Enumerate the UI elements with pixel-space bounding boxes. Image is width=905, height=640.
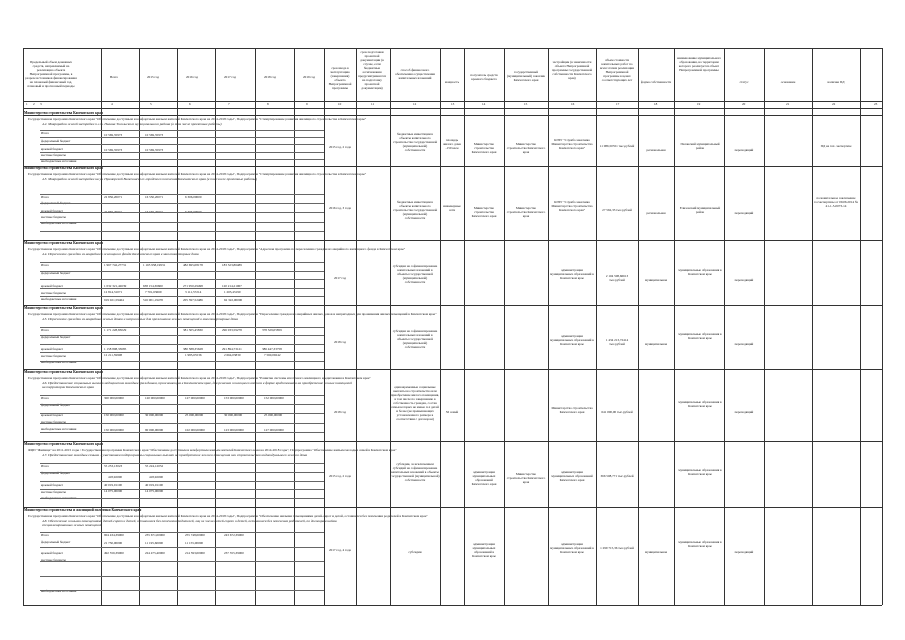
value: 10 569,35973 (104, 148, 123, 152)
value: 255 748,00000 (185, 533, 205, 537)
value: 1 203,43190 (224, 290, 241, 294)
cost: 2 104 508,66613 тыс.рублей (605, 274, 629, 282)
deadline: 2018 год (334, 340, 346, 344)
colnum: 20 (742, 102, 746, 106)
value: 10 569,35973 (145, 148, 164, 152)
grid-vline (860, 48, 861, 605)
item-title: 4.2. Микрорайон жилой застройки п.г.т. Палана Тигильского муниципального района (в том числе проектные работы) (42, 122, 222, 126)
value: 3 111,57214 (185, 290, 202, 294)
colnum: 14 (482, 102, 486, 106)
grid-hline (23, 305, 882, 306)
colnum: 9 (306, 102, 308, 106)
colnum: 8 (267, 102, 269, 106)
status: переходящий (734, 148, 754, 152)
row-label: федеральный бюджет (41, 271, 71, 275)
value: 153 000,00000 (224, 396, 244, 400)
grid-hline (23, 101, 882, 102)
ministry-band: Министерство строительства Камчатского края (24, 111, 103, 115)
method: субсидии, за исключением субсидий на софинансирование капитальных вложений в объекты государственной (муниципальной) собственности (390, 462, 440, 482)
header-ownership: форма собственности (640, 80, 672, 84)
municipality: муниципальные образования в Камчатском крае (678, 400, 722, 408)
colnum: 22 (832, 102, 836, 106)
value: 10 569,35973 (104, 133, 123, 137)
recipient: Министерство строительства Камчатского края (471, 142, 497, 154)
row-label: местные бюджеты (41, 558, 66, 562)
row-label: местные бюджеты (41, 291, 66, 295)
colnum: 16 (571, 102, 575, 106)
grid-subline (40, 327, 324, 328)
row-label: краевой бюджет (41, 347, 63, 351)
municipality: Паланский муниципальный район (680, 142, 720, 150)
value: 40 019,01100 (145, 483, 164, 487)
value: 482 695,08178 (183, 263, 203, 267)
cost: 641 000,00 тыс.рублей (601, 410, 633, 414)
header-col1: Предельный объем денежных средств, направляемый на реализацию объекта Непрограммной программы, в разрезе источников финансирования на плановый финансовый год, плановый и прогнозный периоды (25, 60, 77, 88)
grid-hline (23, 240, 882, 241)
value: 183 323,86489 (222, 263, 242, 267)
item-title: 4.3. Микрорайон жилой застройки на ул. Приморской Вилючинского городского поселения Камчатского края (в том числе проектные работы) (42, 177, 258, 181)
recipient: Министерство строительства Камчатского края (471, 206, 497, 218)
colnum: 4 (111, 102, 113, 106)
colnum: 23 (874, 102, 878, 106)
grid-hline (23, 369, 882, 370)
ownership: муниципальная (645, 278, 667, 282)
row-label: внебюджетные источники (41, 221, 77, 225)
municipality: Елизовский муниципальный район (679, 206, 721, 214)
value: 21 750,00000 (104, 541, 123, 545)
value: 62 322,00000 (224, 298, 243, 302)
pd: положительное заключение госэкспертизы от 09.06.2014 № 41-1-5-0073-14 (814, 196, 858, 208)
row-label: внебюджетные источники (41, 589, 77, 593)
value: 11 195,60000 (145, 541, 164, 545)
cost: 11 086,50551 тыс.рублей (599, 144, 635, 148)
municipality: муниципальные образования в Камчатском крае (678, 268, 722, 276)
value: 55 224,12052 (145, 464, 164, 468)
header-recipient: получатель средств краевого бюджета (470, 73, 498, 81)
header-basis: основание (780, 80, 796, 84)
item-title: 4.8. Обеспечение жилыми помещениями детей-сирот и детей, оставшихся без попечения родителей, лиц из числа детей-сирот и детей, оставшихся без попечения родителей, по договорам найма специализированных жилых помещений (42, 519, 337, 528)
value: 243 672,39000 (224, 533, 244, 537)
row-label: федеральный бюджет (41, 139, 71, 143)
value: 1 985,65536 (185, 353, 202, 357)
grid-subline (40, 547, 324, 548)
value: 1 032 321,42639 (104, 284, 127, 288)
colnum: 7 (228, 102, 230, 106)
method: субсидии (408, 550, 422, 554)
grid-vline (548, 48, 549, 605)
grid-subline (40, 130, 324, 131)
value: 296 033,59278 (222, 328, 242, 332)
recipient: администрации муниципальных образований Камчатского края (471, 470, 497, 486)
method: бюджетные инвестиции в объекты капитального строительства государственной (муниципальной) собственности (392, 200, 438, 220)
status: переходящий (734, 211, 754, 215)
grid-subline (40, 352, 324, 353)
program-line: Государственная программа Камчатского края "Обеспечение доступным и комфортным жильем жителей Камчатского края на 2014-2018 годы", Подпрограмма "Стимулирование развития жилищного строительства в Камчатском крае" (28, 117, 367, 121)
row-label: краевой бюджет (41, 147, 63, 151)
deadline: 2017 год (334, 276, 346, 280)
ministry-band: Министерство строительства Камчатского края (24, 166, 103, 170)
grid-subline (40, 271, 324, 272)
recipient: администрации муниципальных образований в Камчатском крае (472, 542, 496, 558)
municipality: муниципальные образования в Камчатском крае (678, 332, 722, 340)
item-title: 4.4. Переселение граждан из аварийного жилищного фонда Камчатского края в многоквартирные дома (42, 252, 199, 256)
grid-vline (464, 48, 465, 605)
row-label: Итого (41, 396, 50, 400)
grid-subline (40, 279, 324, 280)
grid-subline (40, 498, 324, 499)
cost: 1 299 715,36 тыс.рублей (600, 546, 634, 550)
row-label: краевой бюджет (41, 413, 63, 417)
grid-subline (40, 144, 324, 145)
colnum: 13 (451, 102, 455, 106)
header-cost: объем стоимости капитальных работ по всем этапам реализации Непрограммной программы в ценах соответствующих лет (600, 58, 634, 82)
grid-hline (23, 605, 882, 606)
header-deadline: срок ввода в эксплуатацию (завершения) объекта Непрограммной программы (328, 66, 352, 90)
row-label: местные бюджеты (41, 420, 66, 424)
value: 205 397,52486 (183, 298, 203, 302)
colnum: 17 (616, 102, 620, 106)
row-label: федеральный бюджет (41, 471, 71, 475)
colnum: 2 (33, 102, 35, 106)
deadline: 2015 год, 2 года (328, 145, 351, 149)
customer: Министерство строительства Камчатского края (506, 206, 546, 218)
row-label: федеральный бюджет (41, 335, 71, 339)
grid-vline (674, 48, 675, 605)
value: 12 814,31071 (104, 290, 123, 294)
program-line: Государственная программа Камчатского края "Обеспечение доступным и комфортным жильем жителей Камчатского края на 2014-2018 годы", Подпрограмма "Адресная программа по переселению граждан из аварийного жилищного фонда в Камчатском крае" (28, 247, 406, 251)
colnum: 18 (654, 102, 658, 106)
grid-subline (40, 152, 324, 153)
method: бюджетные инвестиции в объекты капитального строительства государственной (муниципальной) собственности (392, 132, 438, 152)
row-label: федеральный бюджет (41, 540, 71, 544)
grid-subline (40, 590, 324, 591)
grid-subline (40, 203, 324, 204)
header-total: Всего (109, 75, 119, 79)
method: единовременные социальные выплаты на строительство или приобретение жилого помещения, в том числе по завершению в собственность граждан, состав семьи которых не менее 4-х детей и более (не превышающих установленного размера в соответствии с договором) (390, 385, 440, 421)
grid-vline (324, 48, 325, 605)
header-method: способ финансового обеспечения осуществления капитальных вложений (395, 68, 435, 80)
grid-subline (40, 395, 324, 396)
item-title: 4.6. Предоставление социальных выплат медицинским молодым гражданам, проживающим в Камчатском крае, для решения жилищного вопроса в форме кредитования на приобретение жилых помещений на территории Камчатского края (42, 381, 352, 390)
header-2017: 2017 год (224, 75, 236, 79)
pd: ПД на тех. экспертизе (820, 144, 852, 148)
row-label: краевой бюджет (41, 551, 63, 555)
ownership: региональная (646, 148, 666, 152)
grid-subline (40, 222, 324, 223)
grid-subline (40, 413, 324, 414)
developer: КГБУ "Служба заказчика Министерства строительства Камчатского края" (551, 138, 593, 150)
header-capacity: мощность (444, 80, 460, 84)
row-label: краевой бюджет (41, 209, 63, 213)
value: 1 967 742,27731 (104, 263, 127, 267)
colnum: 12 (413, 102, 417, 106)
value: 1 158 808,33685 (104, 347, 127, 351)
header-municipality: наименование муниципального образования, на территории которого реализуется объект Непрограммной программы (676, 56, 722, 72)
ownership: муниципальная (645, 342, 667, 346)
header-2018: 2018 год (264, 75, 276, 79)
ministry-band: Министерство строительства Камчатского края (24, 306, 103, 310)
ministry-band: Министерство строительства и жилищной политики Камчатского края (24, 508, 142, 512)
program-line: Государственная программа Камчатского края "Обеспечение доступным и комфортным жильем жителей Камчатского края на 2014-2018 годы", Подпрограмма "Переселение граждан из аварийных жилых домов и непригодных для проживания жилых помещений в Камчатском крае" (28, 312, 437, 316)
row-label: Итого (41, 195, 50, 199)
program-line: Государственная программа Камчатского края "Обеспечение доступным и комфортным жильем жителей Камчатского края на 2014-2018 годы", Подпрограмма "Стимулирование развития жилищного строительства в Камчатском крае" (28, 172, 367, 176)
value: 152 000,00000 (264, 396, 284, 400)
deadline: 2015 год, 2 года (328, 474, 351, 478)
row-label: федеральный бюджет (41, 201, 71, 205)
deadline: 2017 год, 4 года (328, 548, 351, 552)
row-label: Итого (41, 533, 50, 537)
grid-hline (23, 507, 882, 508)
status: переходящий (734, 550, 754, 554)
value: 6 306,00000 (185, 210, 202, 214)
value: 150 000,00000 (104, 428, 124, 432)
value: 1 171 228,83029 (104, 328, 127, 332)
grid-hline (23, 441, 882, 442)
deadline: 2016 год, 3 года (328, 206, 351, 210)
grid-subline (40, 296, 324, 297)
value: 378 329,05859 (262, 328, 282, 332)
header-2016: 2016 год (186, 75, 198, 79)
value: 300 000,00000 (104, 396, 124, 400)
grid-vline (504, 48, 505, 605)
value: 16 550,20071 (145, 210, 164, 214)
grid-vline (882, 48, 883, 605)
grid-subline (40, 344, 324, 345)
grid-vline (638, 48, 639, 605)
grid-vline (23, 48, 24, 605)
value: 102 000,00000 (185, 428, 205, 432)
value: 123 000,00000 (224, 428, 244, 432)
row-label: федеральный бюджет (41, 403, 71, 407)
row-label: местные бюджеты (41, 354, 66, 358)
header-2019: 2019 год (303, 75, 315, 79)
grid-vline (440, 48, 441, 605)
value: 492 556,39000 (104, 551, 124, 555)
value: 6 306,00000 (185, 195, 202, 199)
value: 237 355,39000 (224, 551, 244, 555)
grid-vline (390, 48, 391, 605)
row-label: местные бюджеты (41, 215, 66, 219)
customer: Министерство строительства Камчатского края (506, 472, 546, 484)
value: 150 000,00000 (104, 413, 124, 417)
value: 25 000,00000 (185, 413, 204, 417)
value: 418,92000 (108, 475, 123, 479)
grid-subline (40, 231, 324, 232)
grid-subline (40, 489, 324, 490)
header-design: срок подготовки проектной документации (в случае, если бюджетные ассигнования предусматриваются на подготовку проектной документации) (358, 50, 386, 90)
value: 25 000,00000 (264, 413, 283, 417)
ministry-band: Министерство строительства Камчатского края (24, 241, 103, 245)
grid-subline (40, 532, 324, 533)
capacity: площадь жилого дома -150 кв.м (443, 138, 461, 150)
capacity: 56 семей (445, 410, 459, 414)
colnum: 5 (150, 102, 152, 106)
value: 10 569,35973 (145, 133, 164, 137)
row-label: Итого (41, 464, 50, 468)
deadline: 2018 год (334, 410, 346, 414)
grid-vline (764, 48, 765, 605)
row-label: внебюджетные источники (41, 297, 77, 301)
grid-subline (40, 194, 324, 195)
status: переходящий (734, 342, 754, 346)
ministry-band: Министерство строительства Камчатского края (24, 442, 103, 446)
value: 30 000,00000 (145, 413, 164, 417)
value: 14 075,00000 (145, 489, 164, 493)
value: 1 165 958,19931 (143, 263, 166, 267)
value: 380 588,35628 (183, 347, 203, 351)
municipality: муниципальные образования в Камчатском крае (678, 540, 722, 548)
header-customer: государственный (муниципальный) заказчик Камчатского края (506, 70, 545, 82)
program-line: Государственная программа Камчатского края "Обеспечение доступным и комфортным жильем жителей Камчатского края на 2014-2018 годы", Подпрограмма "Обеспечение жилыми помещениями детей-сирот и детей, оставшихся без попечения родителей в Камчатском крае" (28, 514, 428, 518)
value: 22 856,20071 (104, 195, 123, 199)
header-2015: 2015 год (147, 75, 159, 79)
developer: администрации муниципальных образований в Камчатском крае (550, 542, 594, 554)
row-label: краевой бюджет (41, 284, 63, 288)
capacity: инженерные сети (443, 204, 461, 212)
grid-hline (23, 166, 882, 167)
value: 2 664,03830 (224, 353, 241, 357)
developer: Министерство строительства Камчатского края (551, 406, 593, 414)
value: 127 000,00000 (264, 428, 284, 432)
value: 224 475,40000 (145, 551, 165, 555)
colnum: 10 (338, 102, 342, 106)
developer: администрации муниципальных образований в Камчатском крае (550, 268, 594, 280)
value: 381 305,45830 (183, 328, 203, 332)
value: 16 550,20071 (145, 195, 164, 199)
grid-subline (40, 481, 324, 482)
value: 638 154,36600 (143, 284, 163, 288)
row-label: краевой бюджет (41, 483, 63, 487)
value: 120 000,00000 (145, 396, 165, 400)
value: 919 021,59464 (104, 298, 124, 302)
value: 22 856,20071 (104, 210, 123, 214)
grid-vline (356, 48, 357, 605)
value: 386 447,33758 (262, 347, 282, 351)
grid-subline (40, 335, 324, 336)
grid-subline (40, 361, 324, 362)
grid-hline (23, 115, 882, 116)
developer: администрации муниципальных образований Камчатского края (551, 470, 593, 482)
value: 55 253,13023 (104, 464, 123, 468)
method: субсидии на софинансирование капитальных вложений в объекты государственной (муниципальной) собственности (392, 329, 438, 349)
value: 7 560,09242 (264, 353, 281, 357)
colnum: 21 (786, 102, 790, 106)
item-title: 4.5. Переселение граждан из аварийных жилых домов и непригодных для проживания жилых помещений в многоквартирные дома (42, 317, 239, 321)
program-line: ФЦП "Жилище" на 2011-2015 годы / Государственная программа Камчатского края "Обеспечение доступным и комфортным жильем жителей Камчатского края на 2014-2018 годы", Подпрограмма "Обеспечение жильем молодых семей в Камчатском крае" (28, 448, 397, 452)
row-label: Итого (41, 328, 50, 332)
ownership: муниципальная (645, 550, 667, 554)
row-label: внебюджетные источники (41, 427, 77, 431)
grid-vline (724, 48, 725, 605)
value: 90 000,00000 (145, 428, 164, 432)
colnum: 19 (697, 102, 701, 106)
value: 235 671,00000 (145, 533, 165, 537)
value: 120 214,21067 (222, 284, 242, 288)
status: переходящий (734, 278, 754, 282)
developer: КГБУ "Служба заказчика Министерства строительства Камчатского края" (551, 200, 593, 212)
value: 516 001,19478 (143, 298, 163, 302)
header-pd: наличие ПД (827, 80, 845, 84)
value: 11 155,00000 (185, 541, 204, 545)
grid-subline (40, 137, 324, 138)
grid-subline (40, 288, 324, 289)
status: переходящий (734, 410, 754, 414)
row-label: внебюджетные источники (41, 159, 77, 163)
colnum: 1 (26, 102, 28, 106)
colnum: 6 (189, 102, 191, 106)
value: 30 000,00000 (224, 413, 243, 417)
header-developer: застройщик (в зависимости объекта Непрограммной программы государственной собственности Камчатского края) (551, 60, 593, 80)
value: 904 434,39000 (104, 533, 124, 537)
grid-vline (812, 48, 813, 605)
cost: 27 562,33 тыс.рублей (602, 208, 632, 212)
program-line: Государственная программа Камчатского края "Обеспечение доступным и комфортным жильем жителей Камчатского края на 2014-2018 годы", Подпрограмма "Развитие системы ипотечного жилищного кредитования в Камчатском крае" (28, 376, 371, 380)
ministry-band: Министерство строительства Камчатского края (24, 370, 103, 374)
item-title: 4.7. Предоставление молодым семьям – участникам подпрограммы социальных выплат на приобретение жилого помещения или строительство индивидуального жилого дома (42, 453, 308, 457)
customer: Министерство строительства Камчатского края (506, 142, 546, 154)
value: 271 950,29498 (183, 284, 203, 288)
cost: 366 508,771 тыс.рублей (600, 474, 634, 478)
grid-subline (40, 159, 324, 160)
ownership: региональная (646, 211, 666, 215)
header-status: статус (739, 80, 749, 84)
municipality: муниципальные образования в Камчатском крае (678, 468, 722, 476)
grid-subline (40, 432, 324, 433)
grid-subline (40, 576, 324, 577)
value: 7 701,63669 (145, 290, 162, 294)
method: субсидии на софинансирование капитальных вложений в объекты государственной (муниципальной) собственности (392, 264, 438, 284)
grid-subline (40, 262, 324, 263)
grid-vline (596, 48, 597, 605)
row-label: местные бюджеты (41, 153, 66, 157)
value: 12 211,59908 (104, 353, 123, 357)
value: 214 593,00000 (185, 551, 205, 555)
grid-subline (40, 404, 324, 405)
row-label: Итого (41, 263, 50, 267)
grid-hline (23, 48, 882, 49)
developer: администрации муниципальных образований в Камчатском крае (550, 334, 594, 346)
cost: 1 434 213,72414 тыс.рублей (605, 338, 629, 346)
row-label: внебюджетные источники (41, 360, 77, 364)
row-label: местные бюджеты (41, 490, 66, 494)
grid-subline (40, 472, 324, 473)
value: 418,92000 (149, 475, 164, 479)
row-label: Итого (41, 131, 50, 135)
value: 127 000,00000 (185, 396, 205, 400)
colnum: 15 (524, 102, 528, 106)
colnum: 3 (40, 102, 42, 106)
colnum: 11 (371, 102, 375, 106)
value: 14 075,00000 (104, 489, 123, 493)
value: 291 894,73121 (222, 347, 242, 351)
value: 40 019,01100 (104, 483, 123, 487)
grid-subline (40, 463, 324, 464)
grid-hline (23, 108, 882, 109)
row-label: внебюджетные источники (41, 496, 77, 500)
